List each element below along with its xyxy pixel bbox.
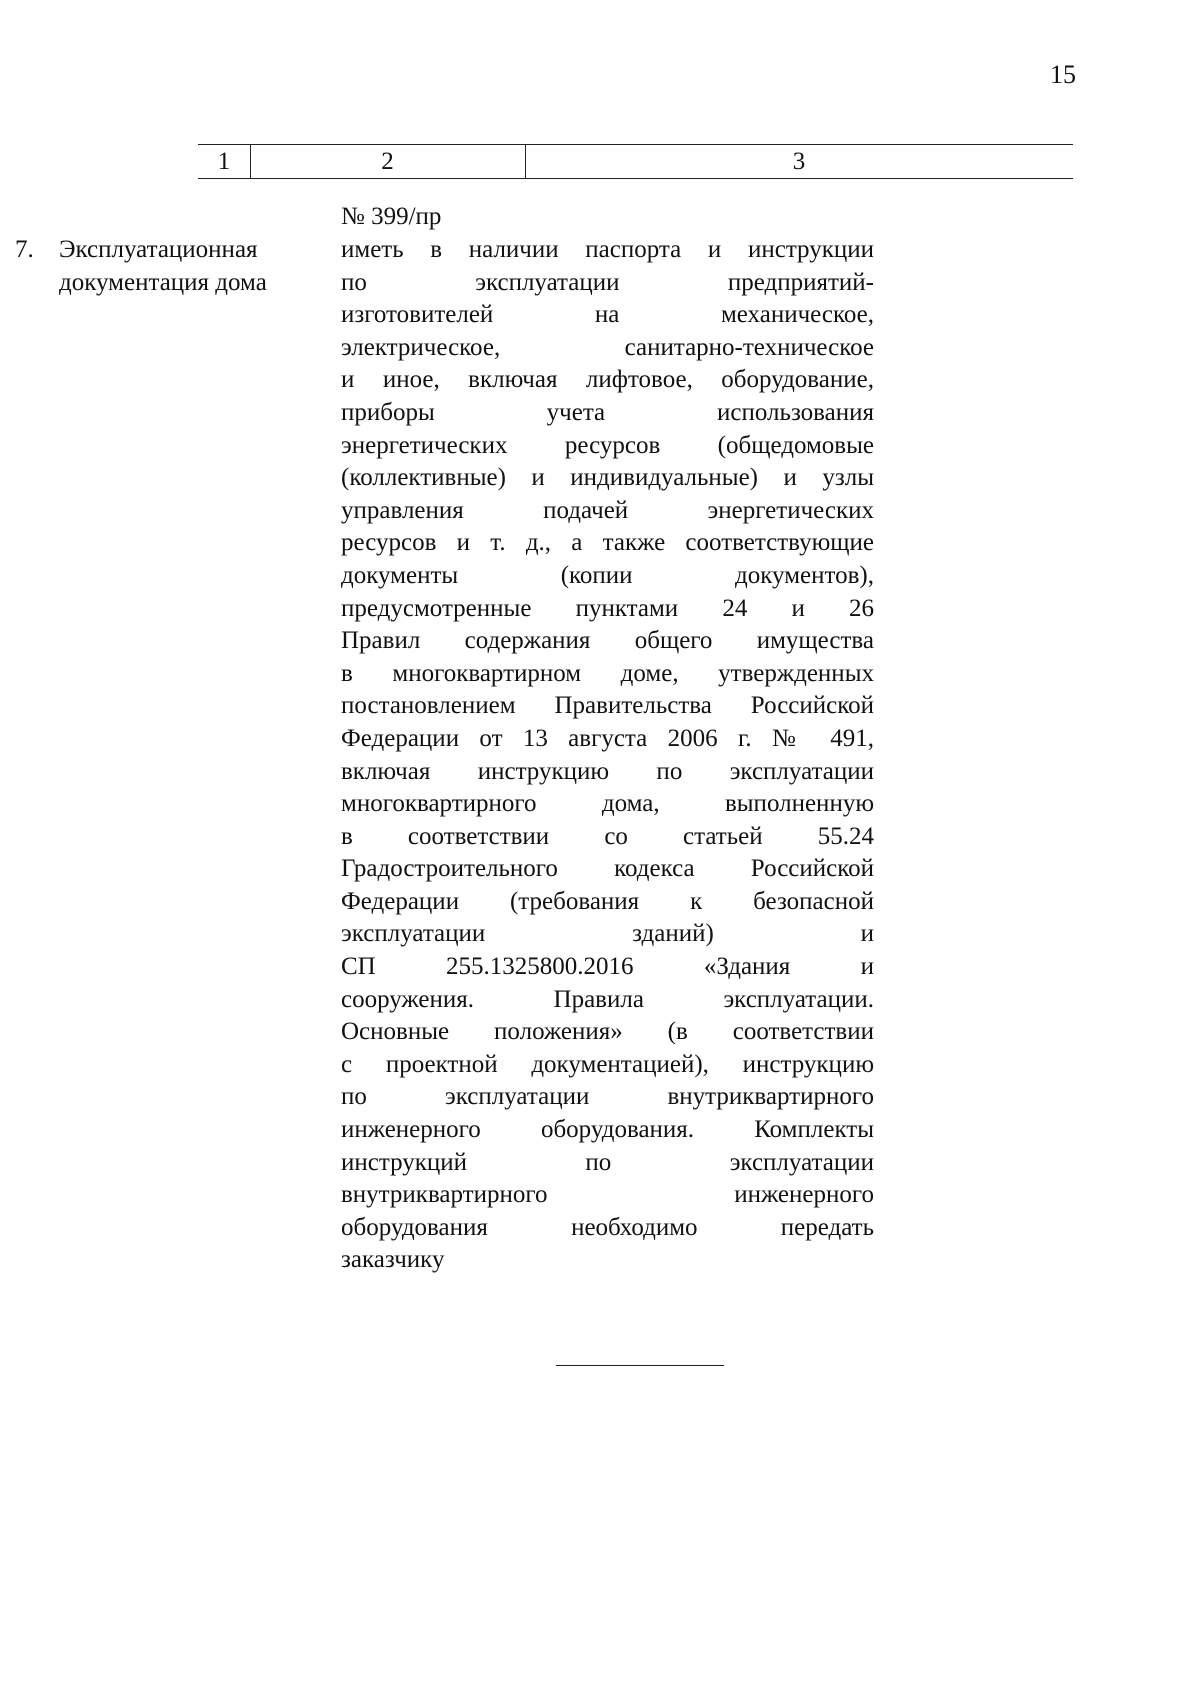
- requirement-line: по эксплуатации внутриквартирного: [341, 1083, 874, 1111]
- row-title-line: Эксплуатационная: [59, 236, 258, 263]
- row-title-line: документация дома: [59, 268, 267, 296]
- requirement-line: Федерации от 13 августа 2006 г. № 491,: [341, 724, 874, 752]
- requirement-line: иметь в наличии паспорта и инструкции: [341, 236, 874, 263]
- requirement-line: управления подачей энергетических: [341, 496, 874, 524]
- requirements-table: [198, 144, 1073, 179]
- requirement-line: Основные положения» (в соответствии: [341, 1018, 874, 1046]
- requirement-line: инструкций по эксплуатации: [341, 1148, 874, 1176]
- requirement-line: заказчику: [341, 1246, 445, 1274]
- page-number: 15: [1050, 60, 1076, 89]
- requirement-line: инженерного оборудования. Комплекты: [341, 1116, 874, 1144]
- requirement-line: изготовителей на механическое,: [341, 301, 874, 329]
- column-header-1: 1: [198, 145, 251, 178]
- column-header-3: 3: [792, 148, 806, 175]
- requirement-line: Федерации (требования к безопасной: [341, 887, 874, 915]
- requirement-line: в многоквартирном доме, утвержденных: [341, 659, 874, 687]
- requirement-line: (коллективные) и индивидуальные) и узлы: [341, 464, 874, 492]
- requirement-line: ресурсов и т. д., а также соответствующие: [341, 529, 874, 557]
- row-title: [59, 234, 319, 299]
- requirement-line: электрическое, санитарно-техническое: [341, 333, 874, 361]
- requirement-line: с проектной документацией), инструкцию: [341, 1050, 874, 1078]
- requirement-text: [341, 234, 874, 1277]
- requirement-line: Градостроительного кодекса Российской: [341, 855, 874, 883]
- requirement-line: многоквартирного дома, выполненную: [341, 790, 874, 818]
- requirement-line: энергетических ресурсов (общедомовые: [341, 431, 874, 459]
- requirement-line: постановлением Правительства Российской: [341, 692, 874, 720]
- requirement-line: СП 255.1325800.2016 «Здания и: [341, 953, 874, 981]
- requirement-line: включая инструкцию по эксплуатации: [341, 757, 874, 785]
- requirement-line: в соответствии со статьей 55.24: [341, 822, 874, 850]
- requirement-line: приборы учета использования: [341, 398, 874, 426]
- requirement-line: предусмотренные пунктами 24 и 26: [341, 594, 874, 622]
- column-header-2: 2: [250, 145, 526, 178]
- requirement-line: по эксплуатации предприятий-: [341, 268, 874, 296]
- requirement-line: сооружения. Правила эксплуатации.: [341, 985, 874, 1013]
- regulation-reference: № 399/пр: [341, 203, 442, 230]
- table-header-row: [198, 144, 1073, 179]
- end-of-document-rule: [556, 1365, 724, 1366]
- requirement-line: эксплуатации зданий) и: [341, 920, 874, 948]
- requirement-line: документы (копии документов),: [341, 561, 874, 589]
- requirement-line: внутриквартирного инженерного: [341, 1181, 874, 1209]
- requirement-line: и иное, включая лифтовое, оборудование,: [341, 366, 874, 394]
- requirement-line: оборудования необходимо передать: [341, 1213, 874, 1241]
- requirement-line: Правил содержания общего имущества: [341, 627, 874, 655]
- row-number: 7.: [15, 236, 34, 263]
